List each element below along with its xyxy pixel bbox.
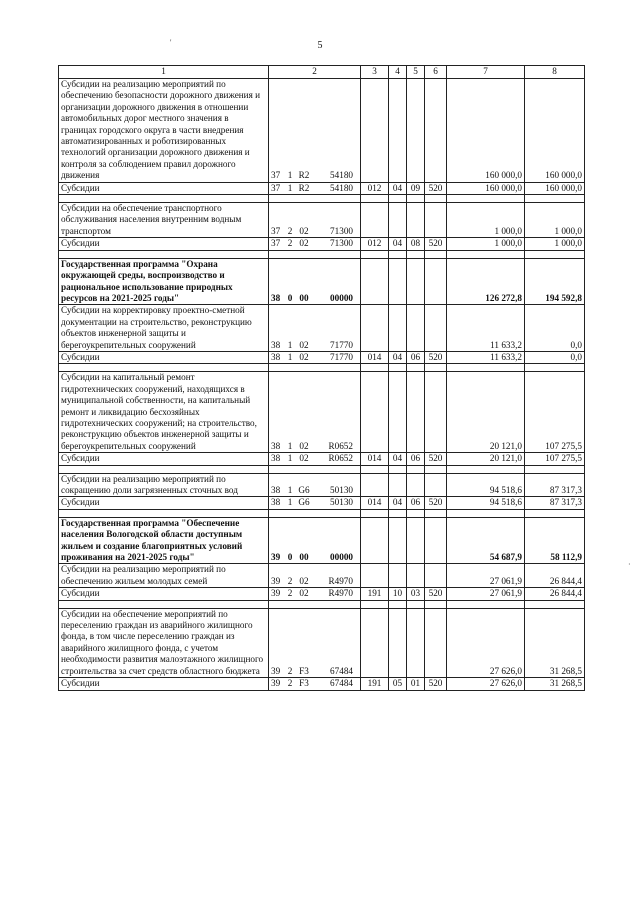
spacer-row: [59, 195, 585, 203]
item-row: [59, 608, 585, 677]
target-code: [269, 238, 361, 250]
column-header: 4: [389, 66, 407, 79]
code-part: 50130: [330, 485, 353, 495]
column-header: 2: [269, 66, 361, 79]
code-part: 1: [287, 351, 293, 362]
classifier-c4: [389, 517, 407, 564]
amount-2023: 87 317,3: [525, 473, 585, 497]
amount-2022: 94 518,6: [447, 497, 525, 509]
classifier-c5: 03: [407, 588, 425, 600]
spacer-cell: [425, 364, 447, 372]
classifier-c3: [361, 372, 389, 453]
classifier-c4: [389, 79, 407, 183]
spacer-cell: [361, 600, 389, 608]
row-name: Субсидии: [59, 678, 269, 690]
classifier-c3: [361, 305, 389, 352]
code-parts: [269, 588, 360, 599]
amount-2022: 27 061,9: [447, 588, 525, 600]
row-name: Субсидии: [59, 238, 269, 250]
column-header: 7: [447, 66, 525, 79]
spacer-cell: [389, 250, 407, 258]
classifier-c5: 09: [407, 182, 425, 194]
classifier-c5: [407, 258, 425, 305]
row-name: Государственная программа "Охрана окружающей среды, воспроизводство и рациональное использование природных ресурсов на 2021-2025 годы": [59, 258, 269, 305]
code-parts: [269, 678, 360, 689]
amount-2022: 1 000,0: [447, 203, 525, 238]
spacer-cell: [407, 509, 425, 517]
target-code: [269, 517, 361, 564]
code-parts: [269, 238, 360, 249]
code-parts: [269, 226, 360, 237]
row-name: Субсидии: [59, 588, 269, 600]
classifier-c5: [407, 564, 425, 588]
spacer-cell: [447, 600, 525, 608]
spacer-cell: [269, 465, 361, 473]
target-code: [269, 473, 361, 497]
classifier-c6: [425, 372, 447, 453]
target-code: [269, 608, 361, 677]
amount-2023: 160 000,0: [525, 79, 585, 183]
code-parts: [269, 666, 360, 677]
classifier-c4: 05: [389, 678, 407, 690]
code-part: F3: [299, 665, 309, 676]
classifier-c3: [361, 203, 389, 238]
spacer-cell: [525, 600, 585, 608]
spacer-row: [59, 364, 585, 372]
code-part: 38: [271, 453, 281, 464]
code-part: 02: [299, 225, 309, 236]
row-name: Субсидии на реализацию мероприятий по сокращению доли загрязненных сточных вод: [59, 473, 269, 497]
code-part: 00000: [330, 552, 353, 563]
amount-2023: 160 000,0: [525, 182, 585, 194]
code-part: 54180: [330, 182, 353, 193]
code-part: 2: [287, 575, 293, 586]
spacer-cell: [407, 195, 425, 203]
code-part: 37: [271, 182, 281, 193]
target-code: [269, 182, 361, 194]
spacer-cell: [525, 364, 585, 372]
spacer-cell: [407, 250, 425, 258]
classifier-c6: 520: [425, 678, 447, 690]
code-part: 02: [299, 575, 309, 586]
target-code: [269, 203, 361, 238]
classifier-c3: 014: [361, 351, 389, 363]
classifier-c6: [425, 305, 447, 352]
classifier-c4: [389, 564, 407, 588]
target-code: [269, 79, 361, 183]
spacer-cell: [389, 600, 407, 608]
classifier-c6: [425, 564, 447, 588]
spacer-cell: [59, 600, 269, 608]
code-part: 39: [271, 575, 281, 586]
spacer-cell: [59, 250, 269, 258]
amount-2023: 31 268,5: [525, 608, 585, 677]
spacer-cell: [525, 465, 585, 473]
column-header: 8: [525, 66, 585, 79]
classifier-c4: [389, 473, 407, 497]
subsidy-row: [59, 588, 585, 600]
classifier-c3: [361, 564, 389, 588]
code-part: 71300: [330, 238, 353, 249]
code-parts: [269, 183, 360, 194]
spacer-cell: [269, 364, 361, 372]
spacer-cell: [59, 465, 269, 473]
target-code: [269, 351, 361, 363]
subsidy-row: [59, 238, 585, 250]
spacer-cell: [525, 509, 585, 517]
spacer-cell: [361, 465, 389, 473]
amount-2022: 54 687,9: [447, 517, 525, 564]
classifier-c5: [407, 517, 425, 564]
amount-2023: 107 275,5: [525, 372, 585, 453]
classifier-c3: 191: [361, 678, 389, 690]
code-part: 02: [299, 339, 309, 350]
spacer-cell: [389, 465, 407, 473]
classifier-c6: 520: [425, 497, 447, 509]
code-part: F3: [299, 678, 309, 689]
spacer-cell: [269, 195, 361, 203]
code-part: 2: [287, 588, 293, 599]
amount-2023: 31 268,5: [525, 678, 585, 690]
classifier-c3: [361, 608, 389, 677]
code-part: 39: [271, 588, 281, 599]
target-code: [269, 497, 361, 509]
classifier-c4: 04: [389, 182, 407, 194]
amount-2022: 27 626,0: [447, 608, 525, 677]
classifier-c6: 520: [425, 588, 447, 600]
classifier-c4: [389, 372, 407, 453]
classifier-c5: 08: [407, 238, 425, 250]
subsidy-row: [59, 678, 585, 690]
scan-speck: ·: [628, 560, 631, 569]
code-part: 71770: [330, 351, 353, 362]
table-header-row: [59, 66, 585, 79]
classifier-c4: 04: [389, 238, 407, 250]
item-row: [59, 564, 585, 588]
code-part: R4970: [328, 588, 353, 599]
spacer-cell: [59, 509, 269, 517]
spacer-cell: [269, 250, 361, 258]
code-part: 2: [287, 238, 293, 249]
code-part: R4970: [328, 575, 353, 586]
code-part: 67484: [330, 665, 353, 676]
spacer-row: [59, 600, 585, 608]
code-part: 38: [271, 292, 281, 303]
classifier-c4: 04: [389, 497, 407, 509]
code-part: 2: [287, 678, 293, 689]
classifier-c3: [361, 473, 389, 497]
amount-2023: 1 000,0: [525, 238, 585, 250]
classifier-c6: [425, 79, 447, 183]
code-part: 67484: [330, 678, 353, 689]
code-parts: [269, 340, 360, 351]
spacer-row: [59, 509, 585, 517]
code-part: 00: [299, 292, 309, 303]
classifier-c3: [361, 79, 389, 183]
code-part: 0: [287, 292, 293, 303]
code-part: R0652: [328, 453, 353, 464]
spacer-cell: [59, 364, 269, 372]
code-part: 02: [299, 588, 309, 599]
amount-2022: 160 000,0: [447, 79, 525, 183]
code-part: 2: [287, 225, 293, 236]
spacer-cell: [447, 364, 525, 372]
target-code: [269, 588, 361, 600]
spacer-cell: [447, 250, 525, 258]
spacer-cell: [59, 195, 269, 203]
code-parts: [269, 293, 360, 304]
spacer-row: [59, 465, 585, 473]
code-part: 38: [271, 497, 281, 508]
code-part: 1: [287, 170, 293, 181]
spacer-cell: [407, 465, 425, 473]
classifier-c6: 520: [425, 351, 447, 363]
program-row: [59, 258, 585, 305]
classifier-c4: 04: [389, 453, 407, 465]
budget-table: [58, 65, 585, 691]
subsidy-row: [59, 497, 585, 509]
row-name: Субсидии: [59, 453, 269, 465]
spacer-cell: [389, 509, 407, 517]
row-name: Субсидии на реализацию мероприятий по обеспечению жильем молодых семей: [59, 564, 269, 588]
amount-2023: 58 112,9: [525, 517, 585, 564]
classifier-c6: [425, 258, 447, 305]
code-parts: [269, 170, 360, 181]
spacer-cell: [425, 509, 447, 517]
spacer-cell: [361, 250, 389, 258]
classifier-c5: [407, 305, 425, 352]
code-part: 38: [271, 485, 281, 495]
classifier-c5: 01: [407, 678, 425, 690]
classifier-c4: 10: [389, 588, 407, 600]
code-part: 50130: [330, 497, 353, 508]
code-part: 00000: [330, 292, 353, 303]
code-part: 2: [287, 665, 293, 676]
spacer-cell: [361, 509, 389, 517]
spacer-cell: [425, 600, 447, 608]
target-code: [269, 453, 361, 465]
code-part: R2: [298, 182, 310, 193]
code-part: 02: [299, 238, 309, 249]
classifier-c6: [425, 473, 447, 497]
amount-2022: 27 061,9: [447, 564, 525, 588]
code-part: 38: [271, 440, 281, 451]
spacer-cell: [447, 465, 525, 473]
classifier-c3: 191: [361, 588, 389, 600]
classifier-c6: [425, 608, 447, 677]
spacer-cell: [361, 364, 389, 372]
classifier-c3: 014: [361, 497, 389, 509]
target-code: [269, 678, 361, 690]
code-parts: [269, 576, 360, 587]
code-part: 71770: [330, 339, 353, 350]
spacer-cell: [425, 195, 447, 203]
classifier-c5: [407, 608, 425, 677]
code-parts: [269, 485, 360, 496]
code-parts: [269, 497, 360, 508]
amount-2022: 20 121,0: [447, 453, 525, 465]
classifier-c6: 520: [425, 182, 447, 194]
amount-2023: 194 592,8: [525, 258, 585, 305]
amount-2022: 27 626,0: [447, 678, 525, 690]
row-name: Субсидии: [59, 182, 269, 194]
amount-2022: 20 121,0: [447, 372, 525, 453]
row-name: Субсидии: [59, 497, 269, 509]
amount-2022: 126 272,8: [447, 258, 525, 305]
code-part: 37: [271, 170, 281, 181]
spacer-cell: [425, 465, 447, 473]
classifier-c6: 520: [425, 238, 447, 250]
code-parts: [269, 352, 360, 363]
classifier-c4: [389, 203, 407, 238]
code-parts: [269, 453, 360, 464]
scan-speck: ': [170, 38, 172, 47]
code-part: 37: [271, 225, 281, 236]
classifier-c4: [389, 608, 407, 677]
classifier-c3: [361, 517, 389, 564]
item-row: [59, 203, 585, 238]
column-header: 3: [361, 66, 389, 79]
subsidy-row: [59, 351, 585, 363]
code-part: 02: [299, 351, 309, 362]
spacer-cell: [361, 195, 389, 203]
classifier-c4: [389, 258, 407, 305]
code-parts: [269, 552, 360, 563]
classifier-c5: [407, 372, 425, 453]
code-part: 0: [287, 552, 293, 563]
program-row: [59, 517, 585, 564]
code-part: 39: [271, 665, 281, 676]
code-part: R2: [298, 170, 310, 181]
row-name: Субсидии на корректировку проектно-сметной документации на строительство, реконструкцию объектов инженерной защиты и берегоукрепительных сооружений: [59, 305, 269, 352]
code-part: 1: [287, 453, 293, 464]
column-header: 6: [425, 66, 447, 79]
spacer-cell: [407, 364, 425, 372]
code-part: 1: [287, 497, 293, 508]
code-part: 39: [271, 552, 281, 563]
column-header: 5: [407, 66, 425, 79]
row-name: Субсидии на реализацию мероприятий по обеспечению безопасности дорожного движения и организации дорожного движения в отношении автомобильных дорог местного значения в границах городского округа в части внедрения автоматизированных и роботизированных технологий организации дорожного движения и контроля за соблюдением правил дорожного движения: [59, 79, 269, 183]
spacer-cell: [525, 250, 585, 258]
code-part: G6: [298, 485, 310, 495]
spacer-cell: [525, 195, 585, 203]
subsidy-row: [59, 453, 585, 465]
amount-2023: 0,0: [525, 351, 585, 363]
spacer-cell: [407, 600, 425, 608]
amount-2023: 87 317,3: [525, 497, 585, 509]
code-part: 71300: [330, 225, 353, 236]
code-part: G6: [298, 497, 310, 508]
classifier-c3: 012: [361, 182, 389, 194]
item-row: [59, 473, 585, 497]
row-name: Субсидии на обеспечение транспортного обслуживания населения внутренним водным транспортом: [59, 203, 269, 238]
code-parts: [269, 441, 360, 452]
item-row: [59, 372, 585, 453]
target-code: [269, 305, 361, 352]
amount-2023: 26 844,4: [525, 564, 585, 588]
classifier-c3: 014: [361, 453, 389, 465]
classifier-c6: [425, 517, 447, 564]
code-part: 1: [287, 182, 293, 193]
classifier-c4: [389, 305, 407, 352]
classifier-c3: 012: [361, 238, 389, 250]
page-number: 5: [317, 40, 323, 51]
subsidy-row: [59, 182, 585, 194]
amount-2022: 160 000,0: [447, 182, 525, 194]
classifier-c5: [407, 79, 425, 183]
code-part: 02: [299, 453, 309, 464]
amount-2022: 11 633,2: [447, 305, 525, 352]
amount-2023: 107 275,5: [525, 453, 585, 465]
classifier-c5: 06: [407, 497, 425, 509]
code-part: R0652: [328, 440, 353, 451]
classifier-c5: [407, 203, 425, 238]
spacer-cell: [389, 195, 407, 203]
item-row: [59, 79, 585, 183]
target-code: [269, 564, 361, 588]
classifier-c5: 06: [407, 453, 425, 465]
classifier-c6: 520: [425, 453, 447, 465]
spacer-row: [59, 250, 585, 258]
code-part: 54180: [330, 170, 353, 181]
code-part: 39: [271, 678, 281, 689]
amount-2023: 26 844,4: [525, 588, 585, 600]
item-row: [59, 305, 585, 352]
code-part: 1: [287, 485, 293, 495]
spacer-cell: [269, 509, 361, 517]
amount-2023: 1 000,0: [525, 203, 585, 238]
spacer-cell: [389, 364, 407, 372]
spacer-cell: [269, 600, 361, 608]
amount-2023: 0,0: [525, 305, 585, 352]
spacer-cell: [447, 509, 525, 517]
code-part: 02: [299, 440, 309, 451]
target-code: [269, 258, 361, 305]
code-part: 1: [287, 440, 293, 451]
amount-2022: 1 000,0: [447, 238, 525, 250]
amount-2022: 11 633,2: [447, 351, 525, 363]
spacer-cell: [425, 250, 447, 258]
column-header: 1: [59, 66, 269, 79]
code-part: 1: [287, 339, 293, 350]
code-part: 37: [271, 238, 281, 249]
code-part: 00: [299, 552, 309, 563]
row-name: Субсидии на капитальный ремонт гидротехнических сооружений, находящихся в муниципальной собственности, на капитальный ремонт и ликвидацию бесхозяйных гидротехнических сооружений; на строительство, реконструкцию объектов инженерной защиты и берегоукрепительных сооружений: [59, 372, 269, 453]
classifier-c5: [407, 473, 425, 497]
target-code: [269, 372, 361, 453]
classifier-c4: 04: [389, 351, 407, 363]
classifier-c5: 06: [407, 351, 425, 363]
classifier-c3: [361, 258, 389, 305]
row-name: Субсидии: [59, 351, 269, 363]
row-name: Субсидии на обеспечение мероприятий по переселению граждан из аварийного жилищного фонда, в том числе переселению граждан из аварийного жилищного фонда, с учетом необходимости развития малоэтажного жилищного строительства за счет средств областного бюджета: [59, 608, 269, 677]
classifier-c6: [425, 203, 447, 238]
spacer-cell: [447, 195, 525, 203]
code-part: 38: [271, 339, 281, 350]
row-name: Государственная программа "Обеспечение населения Вологодской области доступным жильем и создание благоприятных условий проживания на 2021-2025 годы": [59, 517, 269, 564]
amount-2022: 94 518,6: [447, 473, 525, 497]
code-part: 38: [271, 351, 281, 362]
